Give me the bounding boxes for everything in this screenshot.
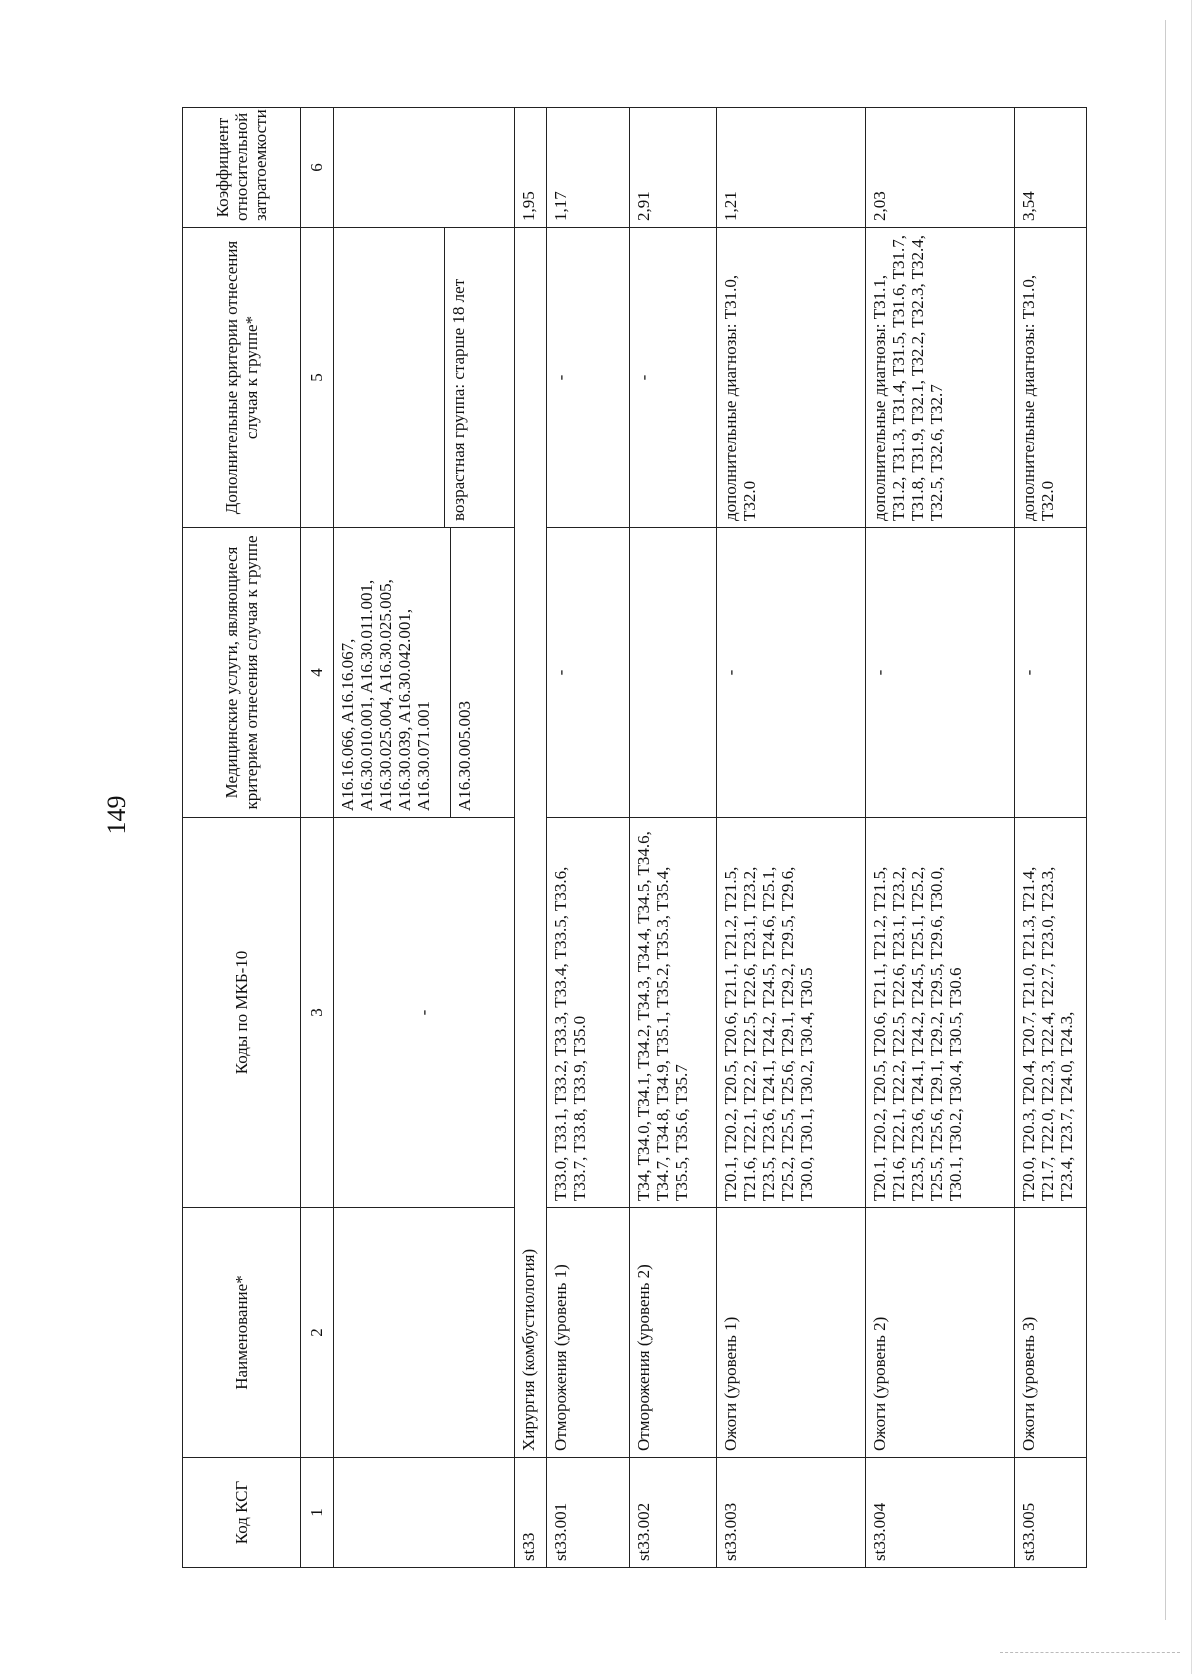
column-number: 1 [301,1458,334,1568]
table-row [716,108,865,1568]
name-cell [334,1208,515,1458]
services-cell [629,528,716,818]
services-cell: - [716,528,865,818]
ksg-code-cell: st33.003 [716,1458,865,1568]
mkb-cell: T33.0, T33.1, T33.2, T33.3, T33.4, T33.5, T33.6, T33.7, T33.8, T33.9, T35.0 [546,818,629,1208]
continuation-row-a [334,108,451,1568]
name-cell: Отморожения (уровень 1) [546,1208,629,1458]
criteria-text: возрастная группа: старше 18 лет [449,278,468,521]
criteria-cell: дополнительные диагнозы: T31.0, T32.0 [1014,228,1086,528]
mkb-cell: T34, T34.0, T34.1, T34.2, T34.3, T34.4, T34.5, T34.6, T34.7, T34.8, T34.9, T35.1, T35.2, T35.3, T35.4, T35.5, T35.6, T35.7 [629,818,716,1208]
ksg-table [182,107,1087,1568]
ksg-code-cell: st33.002 [629,1458,716,1568]
header-coefficient: Коэффициент относительной затратоемкости [183,108,301,228]
name-cell: Отморожения (уровень 2) [629,1208,716,1458]
criteria-cell: - [546,228,629,528]
services-cell: A16.30.005.003 [450,528,514,818]
services-cell: A16.16.066, A16.16.067, A16.30.010.001, A16.30.011.001, A16.30.025.004, A16.30.025.005, A16.30.039, A16.30.042.001, A16.30.071.001 [334,528,451,818]
coefficient-cell: 1,17 [546,108,629,228]
column-number-row [301,108,334,1568]
column-number: 2 [301,1208,334,1458]
header-row [183,108,301,1568]
column-number: 5 [301,228,334,528]
ksg-code-cell: st33.001 [546,1458,629,1568]
header-ksg-code: Код КСГ [183,1458,301,1568]
coefficient-cell: 3,54 [1014,108,1086,228]
column-number: 4 [301,528,334,818]
criteria-cell: - [629,228,716,528]
ksg-code-cell: st33.005 [1014,1458,1086,1568]
section-row [514,108,546,1568]
name-cell: Ожоги (уровень 3) [1014,1208,1086,1458]
header-mkb-codes: Коды по МКБ-10 [183,818,301,1208]
table-row [1014,108,1086,1568]
mkb-cell: T20.1, T20.2, T20.5, T20.6, T21.1, T21.2, T21.5, T21.6, T22.1, T22.2, T22.5, T22.6, T23.1, T23.2, T23.5, T23.6, T24.1, T24.2, T24.5, T25.1, T25.2, T25.5, T25.6, T29.1, T29.2, T29.5, T29.6, T30.0, T30.1, T30.2, T30.4, T30.5, T30.6 [865,818,1014,1208]
services-cell: - [1014,528,1086,818]
name-cell: Ожоги (уровень 1) [716,1208,865,1458]
name-cell: Ожоги (уровень 2) [865,1208,1014,1458]
section-code: st33 [514,1458,546,1568]
scan-corner-mark [1000,1652,1180,1654]
rotated-table-container [182,108,1087,1568]
column-number: 3 [301,818,334,1208]
criteria-cell: дополнительные диагнозы: T31.0, T32.0 [716,228,865,528]
page-number: 149 [102,795,131,835]
scan-edge-line [1191,0,1192,1674]
mkb-cell: T20.0, T20.3, T20.4, T20.7, T21.0, T21.3, T21.4, T21.7, T22.0, T22.3, T22.4, T22.7, T23.0, T23.3, T23.4, T23.7, T24.0, T24.3, [1014,818,1086,1208]
ksg-code-cell [334,1458,515,1568]
table-row [865,108,1014,1568]
section-coefficient: 1,95 [514,108,546,228]
criteria-cell: дополнительные диагнозы: T31.1, T31.2, T31.3, T31.4, T31.5, T31.6, T31.7, T31.8, T31.9, T32.1, T32.2, T32.3, T32.4, T32.5, T32.6, T32.7 [865,228,1014,528]
criteria-cell [334,228,515,528]
header-criteria: Дополнительные критерии отнесения случая к группе* [183,228,301,528]
header-name: Наименование* [183,1208,301,1458]
services-cell: - [865,528,1014,818]
column-number: 6 [301,108,334,228]
mkb-cell: - [334,818,515,1208]
coefficient-cell: 2,91 [629,108,716,228]
section-name: Хирургия (комбустиология) [514,228,546,1458]
mkb-cell: T20.1, T20.2, T20.5, T20.6, T21.1, T21.2, T21.5, T21.6, T22.1, T22.2, T22.5, T22.6, T23.1, T23.2, T23.5, T23.6, T24.1, T24.2, T24.5, T24.6, T25.1, T25.2, T25.5, T25.6, T29.1, T29.2, T29.5, T29.6, T30.0, T30.1, T30.2, T30.4, T30.5 [716,818,865,1208]
coefficient-cell: 1,21 [716,108,865,228]
coefficient-cell: 2,03 [865,108,1014,228]
ksg-code-cell: st33.004 [865,1458,1014,1568]
header-services: Медицинские услуги, являющиеся критерием отнесения случая к группе [183,528,301,818]
table-row [546,108,629,1568]
services-cell: - [546,528,629,818]
scan-edge-line [1165,20,1166,1620]
coefficient-cell [334,108,515,228]
table-row [629,108,716,1568]
